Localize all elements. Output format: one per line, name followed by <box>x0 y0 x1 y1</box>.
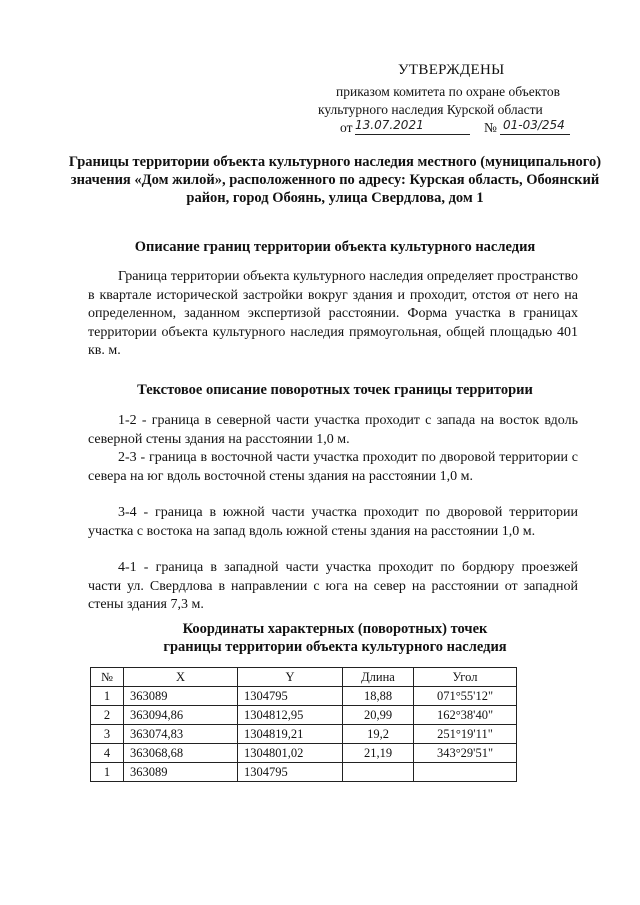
turning-points-heading: Текстовое описание поворотных точек границы территории <box>137 382 533 398</box>
number-underline <box>500 134 570 135</box>
cell-length <box>343 763 414 782</box>
description-heading: Описание границ территории объекта культурного наследия <box>134 239 536 255</box>
turning-point-2-3: 2-3 - граница в восточной части участка проходит по дворовой территории с севера на юг вдоль восточной стены здания на расстоянии 1,0 м. <box>88 450 578 484</box>
cell-y: 1304795 <box>238 687 343 706</box>
cell-x: 363074,83 <box>124 725 238 744</box>
header-y: Y <box>238 668 343 687</box>
cell-length: 19,2 <box>343 725 414 744</box>
turning-point-4-1: 4-1 - граница в западной части участка проходит по бордюру проезжей части ул. Свердлова в направлении с юга на север на расстоянии от западной стены здания 7,3 м. <box>88 560 578 612</box>
header-number: № <box>91 668 124 687</box>
cell-length: 20,99 <box>343 706 414 725</box>
cell-angle: 251°19'11" <box>414 725 517 744</box>
cell-angle: 343°29'51" <box>414 744 517 763</box>
table-row <box>91 706 517 725</box>
cell-x: 363094,86 <box>124 706 238 725</box>
cell-angle: 162°38'40" <box>414 706 517 725</box>
cell-x: 363068,68 <box>124 744 238 763</box>
cell-number: 1 <box>91 687 124 706</box>
cell-number: 3 <box>91 725 124 744</box>
cell-number: 1 <box>91 763 124 782</box>
table-row <box>91 744 517 763</box>
cell-number: 4 <box>91 744 124 763</box>
table-row <box>91 763 517 782</box>
cell-y: 1304819,21 <box>238 725 343 744</box>
cell-y: 1304795 <box>238 763 343 782</box>
approval-date: 13.07.2021 <box>355 118 424 132</box>
table-header-row <box>91 668 517 687</box>
approval-from-label: от <box>340 120 353 135</box>
main-title: Границы территории объекта культурного наследия местного (муниципального) значения «Дом жилой», расположенного по адресу: Курская область, Обоянский район, город Обоянь, улица Свердлова, дом 1 <box>68 154 602 206</box>
approval-number: 01-03/254 <box>503 118 565 132</box>
cell-length: 21,19 <box>343 744 414 763</box>
cell-y: 1304812,95 <box>238 706 343 725</box>
table-row <box>91 725 517 744</box>
description-text: Граница территории объекта культурного наследия определяет пространство в квартале исторической застройки вокруг здания и проходит, отстоя от него на определенном, заданном экспертизой расстоянии. Форма участка в границах территории объекта культурного наследия прямоугольная, общей площадью 401 кв. м. <box>88 269 578 358</box>
header-x: X <box>124 668 238 687</box>
header-length: Длина <box>343 668 414 687</box>
coordinates-heading <box>60 620 610 656</box>
cell-angle <box>414 763 517 782</box>
cell-angle: 071°55'12" <box>414 687 517 706</box>
turning-point-3-4: 3-4 - граница в южной части участка проходит по дворовой территории участка с востока на запад вдоль южной стены здания на расстоянии 1,0 м. <box>88 505 578 539</box>
cell-x: 363089 <box>124 687 238 706</box>
cell-length: 18,88 <box>343 687 414 706</box>
cell-x: 363089 <box>124 763 238 782</box>
coordinates-heading-line-2: границы территории объекта культурного наследия <box>163 639 507 655</box>
header-angle: Угол <box>414 668 517 687</box>
turning-point-1-2: 1-2 - граница в северной части участка проходит с запада на восток вдоль северной стены здания на расстоянии 1,0 м. <box>88 413 578 447</box>
date-underline <box>355 134 470 135</box>
approval-line-2: культурного наследия Курской области <box>318 102 543 117</box>
cell-y: 1304801,02 <box>238 744 343 763</box>
approval-title: УТВЕРЖДЕНЫ <box>398 62 505 78</box>
approval-number-label: № <box>484 120 497 135</box>
table-row <box>91 687 517 706</box>
approval-line-1: приказом комитета по охране объектов <box>336 84 560 99</box>
coordinates-heading-line-1: Координаты характерных (поворотных) точек <box>182 621 488 637</box>
coordinates-table <box>90 667 517 782</box>
cell-number: 2 <box>91 706 124 725</box>
